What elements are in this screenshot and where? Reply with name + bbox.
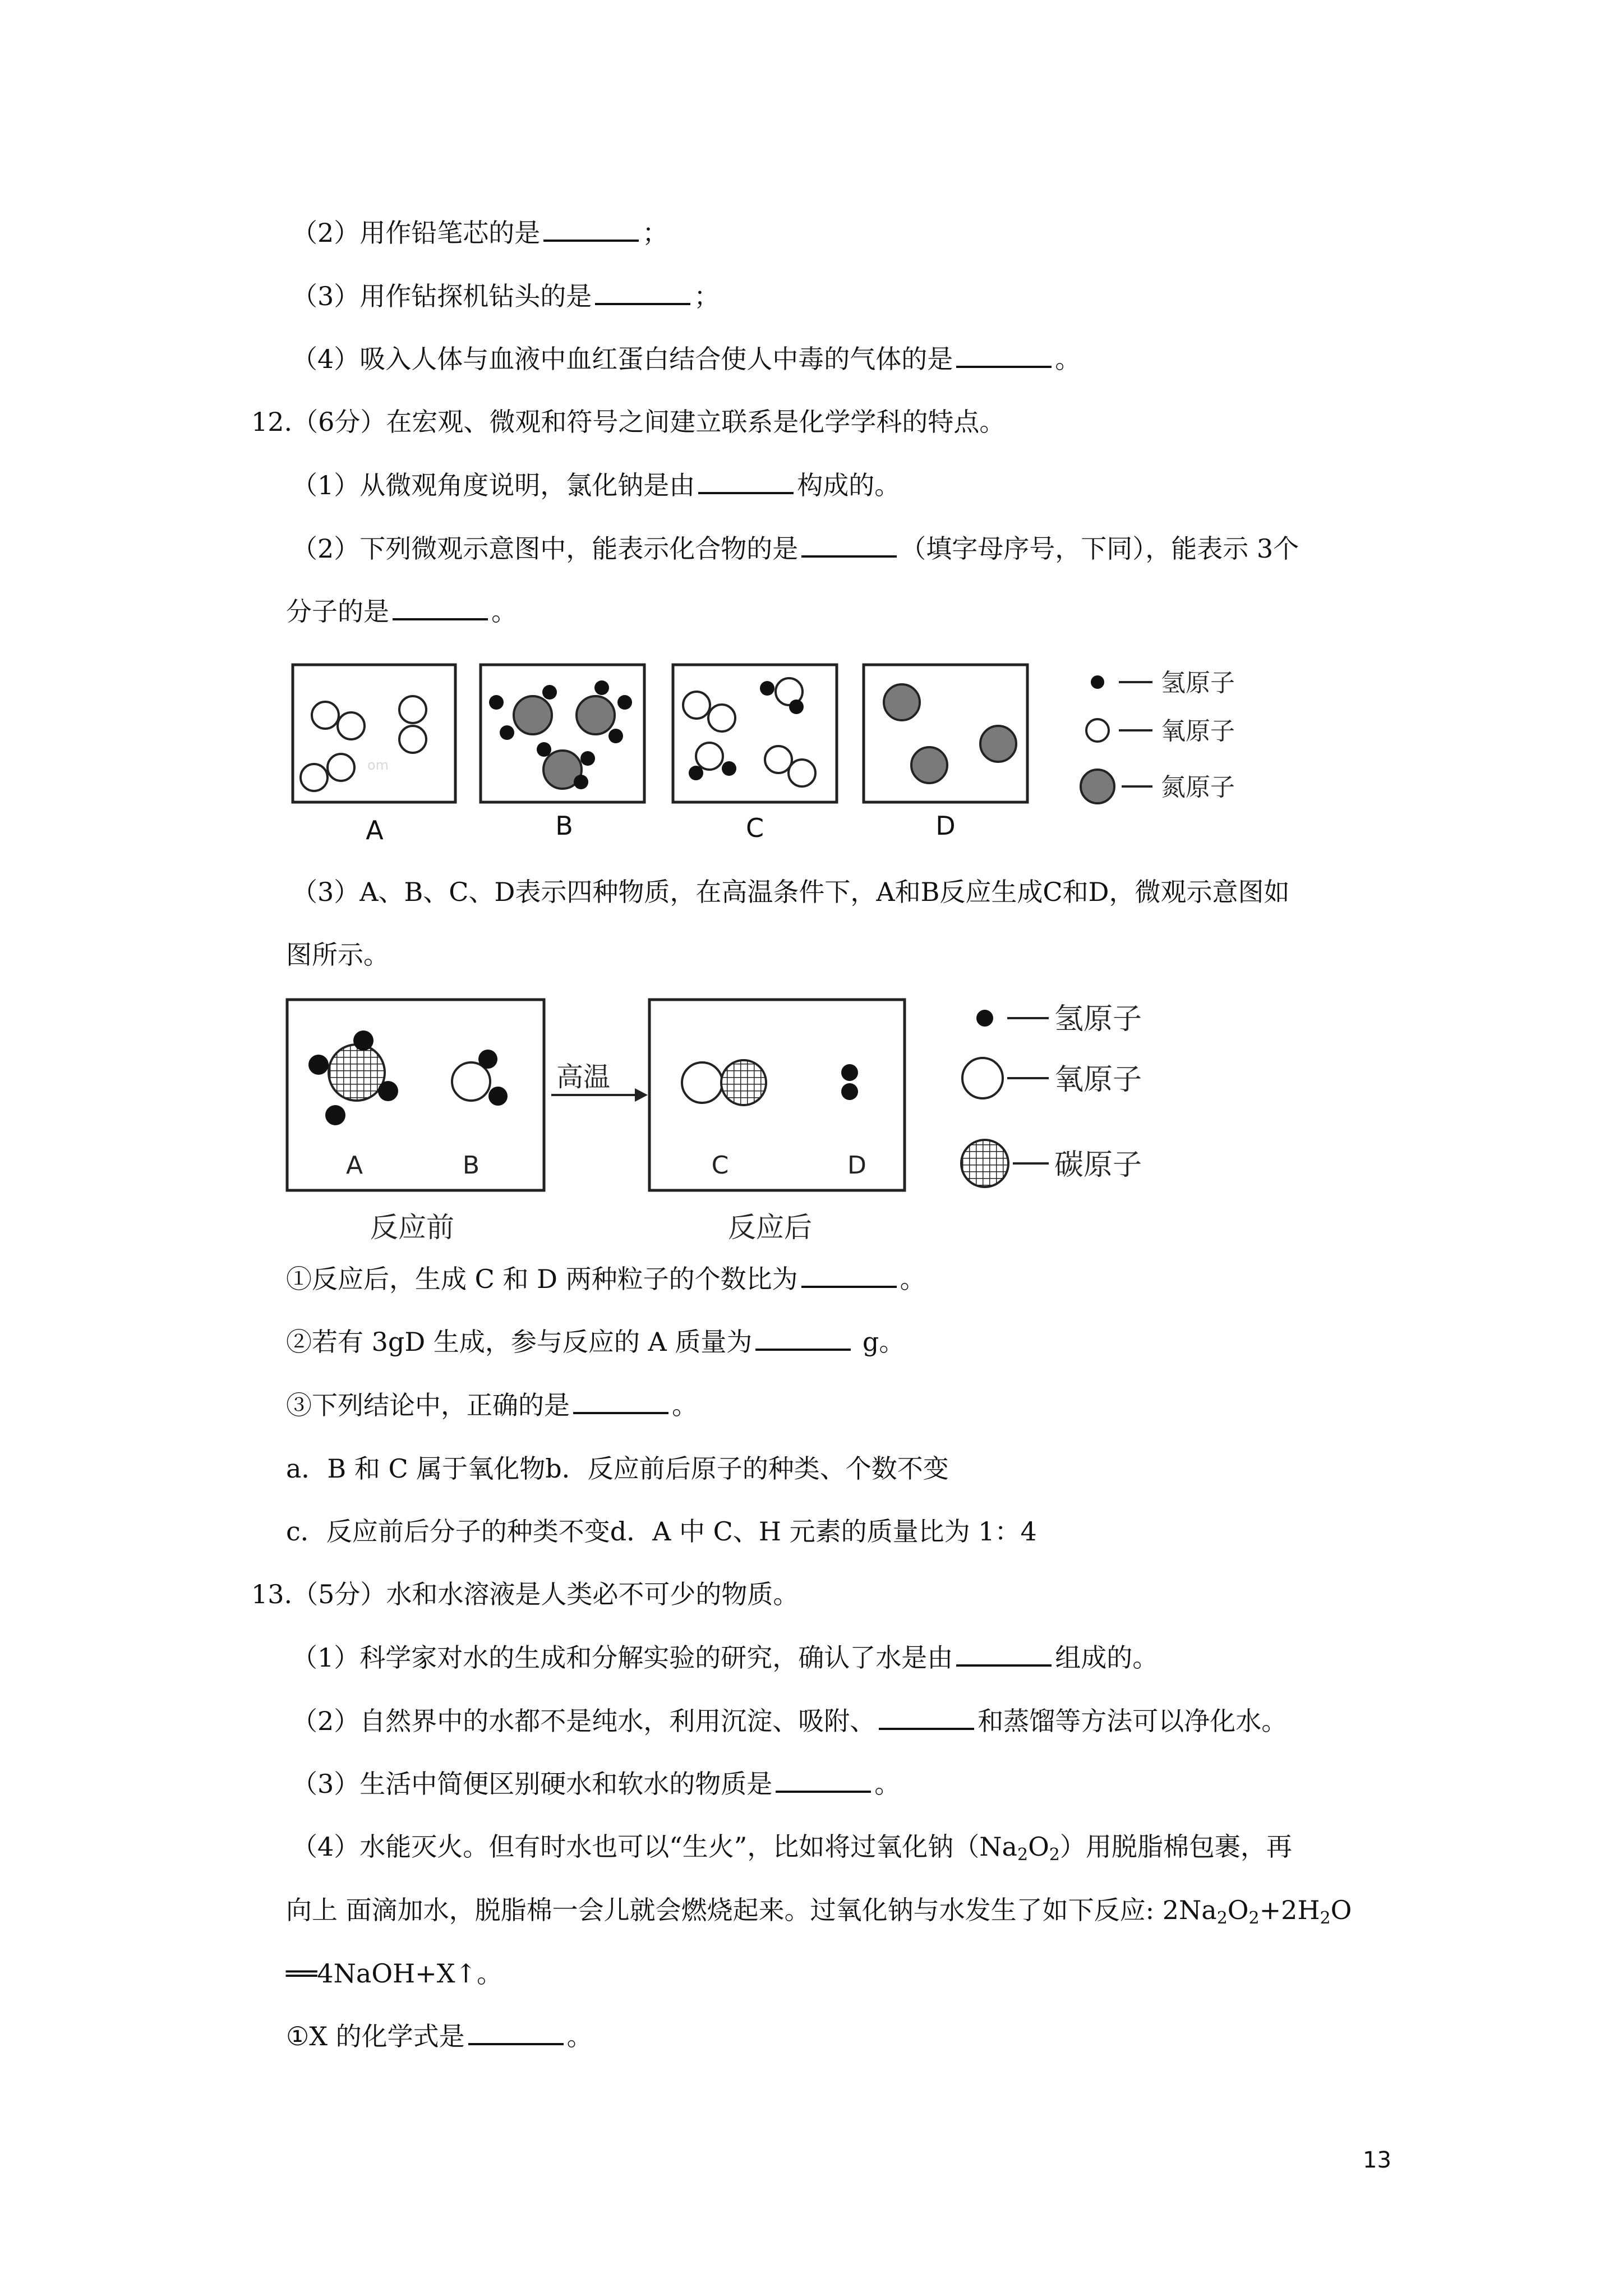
box-c-oxygen bbox=[683, 678, 815, 786]
watermark: om bbox=[367, 757, 389, 773]
box-a-molecules bbox=[301, 696, 426, 791]
legend-hydrogen: 氢原子 bbox=[1161, 669, 1235, 697]
q12-sub3: ③下列结论中，正确的是 。 bbox=[286, 1390, 698, 1420]
q13-item4-line3: ══4NaOH+X↑。 bbox=[286, 1958, 502, 1989]
answer-blank[interactable] bbox=[956, 1642, 1052, 1667]
q12-sub2: ②若有 3gD 生成，参与反应的 A 质量为 g。 bbox=[286, 1327, 905, 1357]
q13-item2: （2）自然界中的水都不是纯水，利用沉淀、吸附、 和蒸馏等方法可以净化水。 bbox=[292, 1706, 1288, 1736]
before-label: 反应前 bbox=[370, 1211, 454, 1244]
micro-diagram-1 bbox=[0, 0, 1623, 875]
legend-oxygen: 氧原子 bbox=[1161, 717, 1235, 746]
legend-1 bbox=[1081, 669, 1235, 803]
q12-item2: （2）下列微观示意图中，能表示化合物的是 （填字母序号，下同），能表示 3个 bbox=[292, 533, 1299, 564]
molecule-d bbox=[841, 1064, 858, 1100]
q13-item4-line2: 向上 面滴加水，脱脂棉一会儿就会燃烧起来。过氧化钠与水发生了如下反应: $2Na_2O_2+2H_2O$ bbox=[286, 1895, 1352, 1928]
label-a2: A bbox=[345, 1151, 363, 1180]
legend-nitrogen: 氮原子 bbox=[1161, 773, 1235, 802]
q13-item3: （3）生活中简便区别硬水和软水的物质是 。 bbox=[292, 1769, 901, 1799]
legend2-oxygen: 氧原子 bbox=[1054, 1063, 1142, 1097]
page-number: 13 bbox=[1363, 2147, 1391, 2173]
label-a: A bbox=[366, 815, 384, 845]
label-d2: D bbox=[847, 1151, 866, 1180]
q11-item4: （4）吸入人体与血液中血红蛋白结合使人中毒的气体的是 。 bbox=[292, 344, 1081, 374]
molecule-c bbox=[682, 1060, 766, 1105]
label-b: B bbox=[555, 811, 573, 841]
q13-item4-line1: （4）水能灭火。但有时水也可以“生火”，比如将过氧化钠$(Na_2O_2)$用脱脂棉包裹，再 bbox=[292, 1832, 1292, 1865]
label-b2: B bbox=[462, 1151, 480, 1180]
q12-sub1: ①反应后，生成 C 和 D 两种粒子的个数比为 。 bbox=[286, 1264, 926, 1294]
legend-2 bbox=[961, 1002, 1142, 1187]
box-d-atoms bbox=[884, 684, 1016, 783]
answer-blank[interactable] bbox=[801, 1263, 897, 1288]
answer-blank[interactable] bbox=[573, 1389, 668, 1414]
answer-blank[interactable] bbox=[776, 1768, 871, 1793]
q12-item1: （1）从微观角度说明，氯化钠是由 构成的。 bbox=[292, 470, 901, 500]
legend2-hydrogen: 氢原子 bbox=[1054, 1002, 1142, 1036]
legend2-carbon: 碳原子 bbox=[1054, 1148, 1142, 1182]
arrow-label: 高温 bbox=[556, 1061, 611, 1093]
q12-item3-line2: 图所示。 bbox=[286, 940, 389, 970]
q12-header: 12.（6分）在宏观、微观和符号之间建立联系是化学学科的特点。 bbox=[251, 407, 1006, 437]
label-d: D bbox=[935, 811, 956, 841]
q11-item3: （3）用作钻探机钻头的是 ； bbox=[292, 281, 720, 311]
answer-blank[interactable] bbox=[755, 1326, 851, 1351]
q13-sub1: ①X 的化学式是 。 bbox=[286, 2021, 593, 2051]
label-c2: C bbox=[711, 1151, 729, 1180]
q11-item2: （2）用作铅笔芯的是 ； bbox=[292, 218, 668, 248]
answer-blank[interactable] bbox=[468, 2021, 564, 2045]
q12-options-cd: c．反应前后分子的种类不变d．A 中 C、H 元素的质量比为 1：4 bbox=[286, 1516, 1037, 1547]
label-c: C bbox=[745, 813, 764, 843]
q12-options-ab: a．B 和 C 属于氧化物b．反应前后原子的种类、个数不变 bbox=[286, 1453, 949, 1484]
q13-header: 13.（5分）水和水溶液是人类必不可少的物质。 bbox=[251, 1579, 799, 1609]
molecule-b bbox=[452, 1050, 508, 1106]
q12-item3-line1: （3）A、B、C、D表示四种物质，在高温条件下，A和B反应生成C和D，微观示意图如 bbox=[292, 877, 1290, 907]
reaction-diagram bbox=[0, 987, 1623, 1251]
q13-item1: （1）科学家对水的生成和分解实验的研究，确认了水是由 组成的。 bbox=[292, 1642, 1159, 1673]
molecule-a bbox=[308, 1030, 398, 1125]
box-b-molecules bbox=[514, 696, 615, 789]
q12-item2-cont: 分子的是 。 bbox=[286, 596, 517, 627]
answer-blank[interactable] bbox=[879, 1705, 974, 1730]
after-label: 反应后 bbox=[728, 1211, 812, 1244]
